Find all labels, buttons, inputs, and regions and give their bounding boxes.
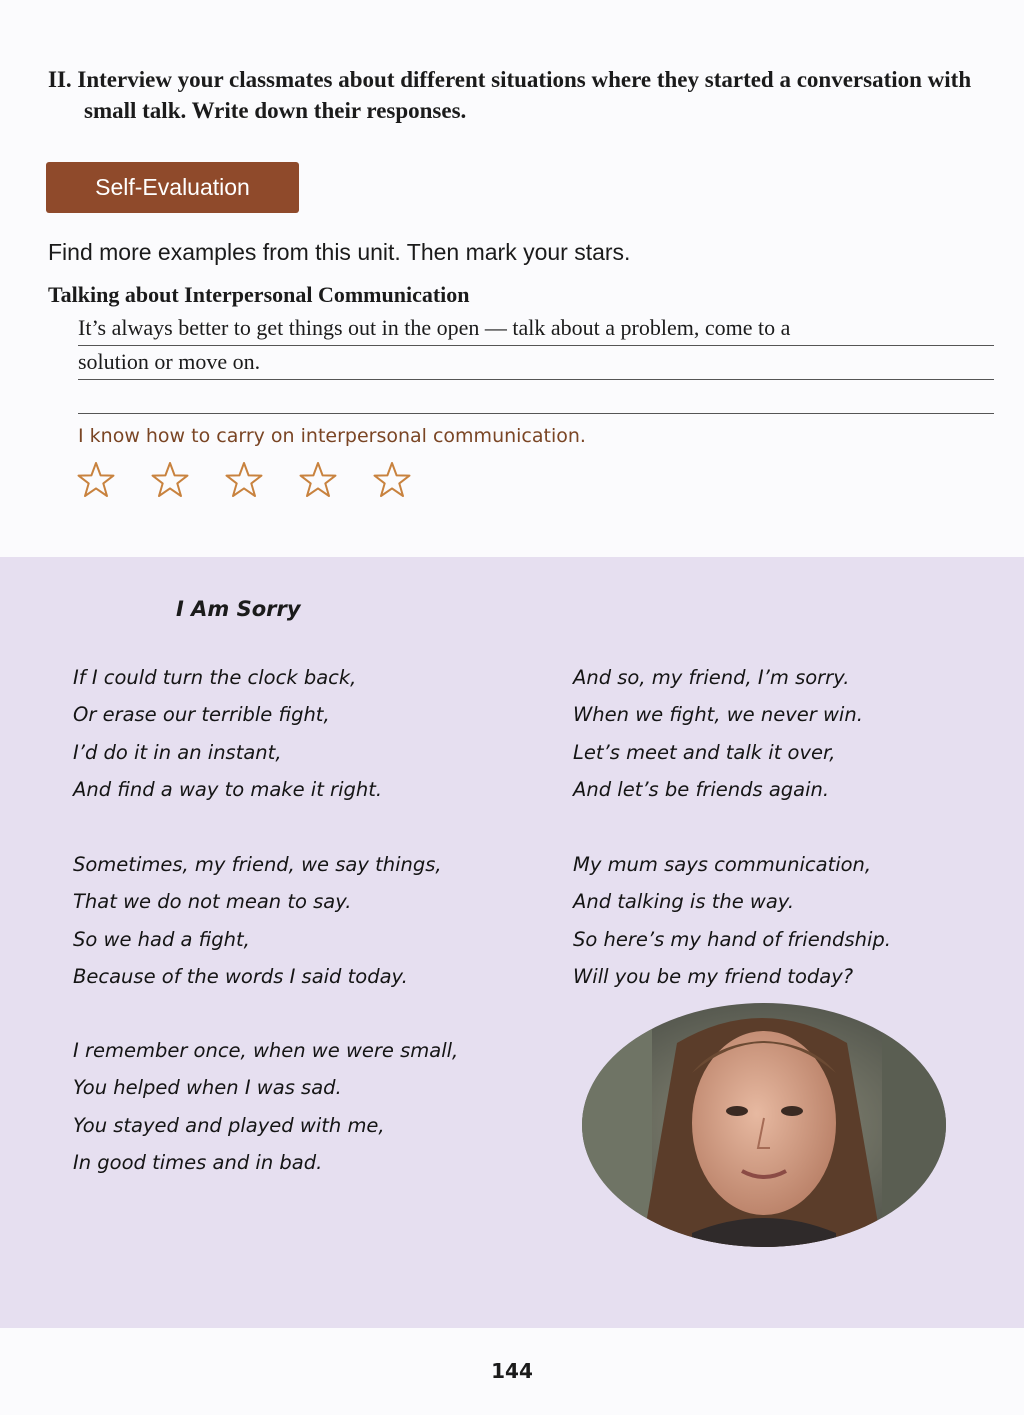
poem-line: Because of the words I said today. (73, 964, 408, 988)
star-icon[interactable] (150, 460, 190, 500)
poem-line: You helped when I was sad. (73, 1076, 342, 1100)
poem-line: If I could turn the clock back, (73, 666, 357, 689)
poem-line: And talking is the way. (573, 890, 795, 914)
poem-line: And find a way to make it right. (73, 777, 383, 801)
poem-line: I’d do it in an instant, (73, 740, 282, 764)
girl-portrait-photo (582, 1003, 946, 1247)
poem-line: And so, my friend, I’m sorry. (573, 666, 850, 689)
poem-line: That we do not mean to say. (73, 890, 352, 914)
example-line-1[interactable]: It’s always better to get things out in the open — talk about a problem, come to a (78, 311, 994, 346)
poem-stanza-4 (573, 659, 863, 808)
poem-line: So we had a fight, (73, 927, 250, 951)
poem-line: When we fight, we never win. (573, 703, 863, 727)
task-instruction: II. Interview your classmates about different situations where they started a conversation with small talk. Write down their responses. (48, 67, 972, 123)
poem-line: Or erase our terrible fight, (73, 703, 330, 727)
poem-line: In good times and in bad. (73, 1150, 323, 1174)
section-heading: Talking about Interpersonal Communication (48, 282, 470, 307)
self-evaluation-badge: Self-Evaluation (46, 162, 299, 213)
poem-line: You stayed and played with me, (73, 1113, 385, 1137)
poem-line: And let’s be friends again. (573, 777, 830, 801)
poem-title: I Am Sorry (176, 597, 301, 621)
page-number: 144 (491, 1359, 533, 1383)
example-line-3[interactable] (78, 379, 994, 414)
poem-line: So here’s my hand of friendship. (573, 927, 891, 951)
poem-line: Let’s meet and talk it over, (573, 740, 836, 764)
poem-stanza-5 (573, 846, 891, 995)
poem-line: I remember once, when we were small, (73, 1039, 459, 1062)
poem-stanza-2 (73, 846, 442, 995)
star-icon[interactable] (298, 460, 338, 500)
poem-line: My mum says communication, (573, 853, 872, 876)
star-icon[interactable] (76, 460, 116, 500)
poem-stanza-1 (73, 659, 382, 808)
star-icon[interactable] (372, 460, 412, 500)
self-evaluation-instruction: Find more examples from this unit. Then mark your stars. (48, 239, 631, 265)
poem-line: Will you be my friend today? (573, 964, 854, 988)
can-do-statement: I know how to carry on interpersonal communication. (78, 425, 586, 447)
example-line-2[interactable]: solution or move on. (78, 345, 994, 380)
star-icon[interactable] (224, 460, 264, 500)
poem-line: Sometimes, my friend, we say things, (73, 853, 442, 876)
poem-stanza-3 (73, 1032, 458, 1181)
